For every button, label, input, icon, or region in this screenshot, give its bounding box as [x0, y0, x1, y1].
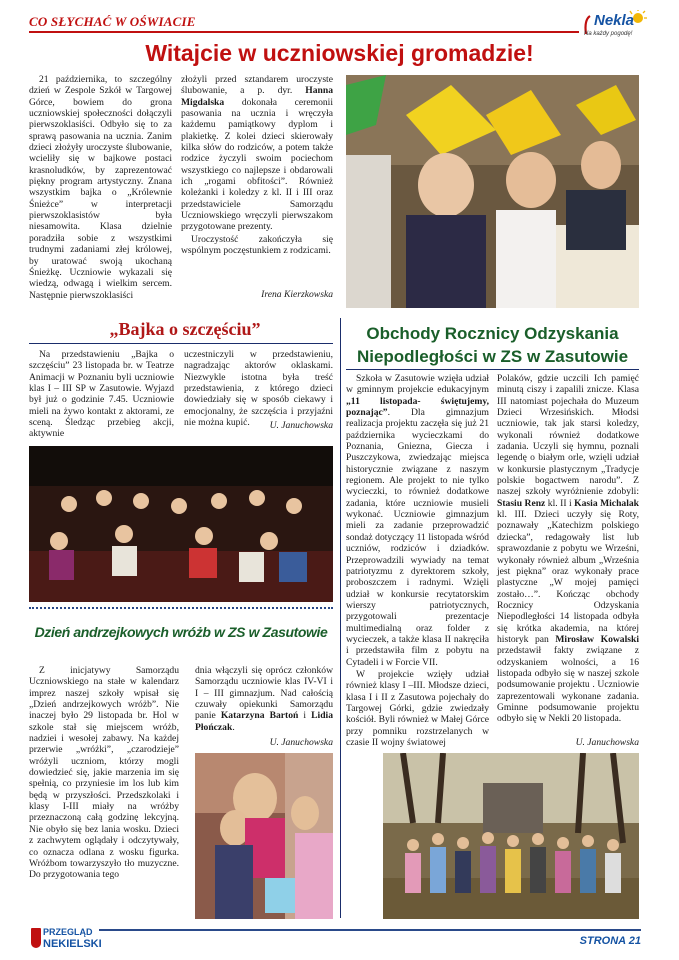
logo-line2: NEKIELSKI — [43, 938, 102, 950]
article1-paragraph — [181, 74, 333, 233]
shield-icon — [31, 928, 41, 948]
person-name: Katarzyna Bartoń — [220, 710, 299, 722]
article-title-obchody: Obchody Rocznicy Odzyskania Niepodległości w ZS w Zasutowie — [356, 324, 629, 366]
article3-paragraph — [195, 665, 333, 733]
article2-signature: U. Januchowska — [269, 420, 333, 431]
article2-paragraph: Na przedstawieniu „Bajka o szczęściu” 23 listopada br. w Teatrze Animacji w Poznaniu byli uczniowie klas I – III SP w Zasutowie. Wyjazd był już o godzinie 7.45. Uczniowie mieli na żywo kontakt z aktorami, ze sceną. Śledząc przebieg akcji, aktywnie — [29, 349, 174, 440]
text-run: dnia włączyli się oprócz członków Samorządu uczniowie klas IV-VI i I – III gimnazjum. Nad całością czuwały opiekunki Samorządu panie — [195, 665, 333, 722]
article1-signature: Irena Kierzkowska — [261, 289, 333, 300]
dotted-rule — [29, 607, 333, 609]
article3-paragraph: Z inicjatywy Samorządu Uczniowskiego na stałe w kalendarz imprez naszej szkoły wpisał się „Dzień andrzejkowych wróżb”. Nie inaczej było 29 listopada br. Hol w szkole stał się miejscem wróżb, nadziei i wesołej zabawy. Na każdej przerwie „wróżki”, „czarodzieje” wróżyli uczniom, którzy mogli dowiedzieć się, jakie marzenia im się spełnią, co przyniesie im los lub kim będą w przyszłości. Przedszkolaki i klasy I-III miały na wróżby przeznaczoną całą godzinę lekcyjną. Nie obyło się bez lania wosku. Dzieci z zachwytem oglądały i odczytywały, co oznacza odlana z wosku figurka. Wróżbom towarzyszyło tło muzyczne. Do przygotowania tego — [29, 665, 179, 881]
article-title-bajka: „Bajka o szczęściu” — [109, 319, 261, 339]
text-run: kl. III. Dzieci uczyły się Roty, poznawały „Katechizm polskiego dziecka”, redagowały list lub sprawozdanie z pobytu we Wrześni, wykonały również album „Września jest piękna” oraz wykonały prace plastyczne „W mojej pamięci zostało…”. Kończąc obchody Rocznicy Odzyskania Niepodległości 14 listopada odbyła się krótka akademia, na której historyk pan — [497, 509, 639, 645]
article2-paragraph: uczestniczyli w przedstawieniu, nagradzając aktorów oklaskami. Niezwykle istotna była treść przedstawienia, z którego dzieci dowiedziały się w sposób ciekawy i emocjonalny, że szczęścia i przyjaźni nie można kupić. — [184, 349, 333, 429]
article1-paragraph: Uroczystość zakończyła się wspólnym poczęstunkiem z rodzicami. — [181, 233, 333, 257]
footer-rule — [29, 929, 641, 931]
column-divider — [340, 318, 341, 918]
article4-col2 — [497, 373, 639, 725]
article4-col1 — [346, 373, 489, 748]
logo-tagline: Na każdy pogodę! — [584, 31, 633, 37]
text-run: i — [298, 710, 312, 722]
text-run: złożyli przed sztandarem uroczyste ślubowanie, a p. dyr. — [181, 74, 333, 97]
article4-signature: U. Januchowska — [575, 737, 639, 748]
person-name: Kasia Michalak — [574, 497, 639, 509]
person-name: Hanna Migdalska — [181, 85, 333, 108]
photo-group-monument — [383, 753, 639, 919]
text-run: kl. II i — [545, 497, 575, 509]
text-run: . Dla gimnazjum realizacja projektu zaczęła się już 21 października wycieczkami do Poznania, Gniezna, Giecza i Puszczykowa, zwiedzając miejsca historycznie związane z naszym regionem. Ale projekt to nie tylko wycieczki, to również dodatkowe zadania, które uczniowie musieli wykonać. Uczniowie gimnazjum mieli za zadanie przeprowadzić sondaż dotyczący 11 listopada wśród uczniów, rodziców i dziadków. Przeprowadzili wywiady na temat patriotyzmu z dyrektorem szkoły, proboszczem i radnymi. Wzięli udział w konkursie recytatorskim wierszy patriotycznych, przygotowali prezentacje multimedialną oraz folder z wycieczek, a także klasa II nakręciła i przedstawiła film z pobytu na Cytadeli i w Forcie VII. — [346, 407, 489, 668]
logo-name: Nekla — [594, 12, 635, 29]
przeglad-nekielski-logo — [29, 924, 102, 954]
person-name: Lidia Płończak — [195, 710, 333, 733]
nekla-logo — [580, 10, 650, 42]
person-name: Stasiu Renz — [497, 497, 546, 509]
photo-first-graders-pledge — [346, 75, 639, 308]
article3-col1 — [29, 665, 179, 881]
text-run: Polaków, gdzie uczcili Ich pamięć minutą ciszy i zapalili znicze. Klasa III natomiast pojechała do Muzeum Dzieci Wrzesińskich. Młodsi uczniowie, tak jak starsi koledzy, wykonali również dodatkowe zadania. Uczyli się hymnu, poznali legendę o białym orle, wzięli udział w konkursie plastycznym „Tradycje polskie bogactwem narodu”. Z naszej szkoły wyróżnienie zdobyli: — [497, 373, 639, 498]
text-run: . — [232, 721, 235, 733]
logo-line1: PRZEGLĄD — [43, 927, 93, 937]
text-run: dokonała ceremonii pasowania na ucznia i wręczyła każdemu pamiątkowy dyplom i plakietkę. Z kolei dzieci skierowały kilka słów do rodziców, a potem także rodzice życzyli swoim pociechom wszystkiego co najlepsze i obdarowali ich „rogami obfitości”. Również koleżanki i koledzy z kl. II i III oraz przedstawiciele Samorządu Uczniowskiego wręczyli pierwszakom przygotowane prezenty. — [181, 96, 333, 233]
text-run: Szkoła w Zasutowie wzięła udział w gminnym projekcie edukacyjnym — [346, 373, 489, 396]
page-number: STRONA 21 — [579, 935, 641, 947]
article3-signature: U. Januchowska — [269, 737, 333, 748]
photo-children-theatre — [29, 446, 333, 602]
photo-wax-pouring — [195, 753, 333, 919]
article4-paragraph: W projekcie wzięły udział również klasy I –III. Młodsze dzieci, klasa I i II z Zasutowa pojechały do Targowej Górki, gdzie zwiedzały kościół. Byli również w Małej Górce przy pomniku rozstrzelanych w czasie II wojny światowej — [346, 668, 489, 748]
article3-col2 — [195, 665, 333, 733]
project-name: „11 listopada- świętujemy, poznając” — [346, 395, 489, 419]
article-title-witajcie: Witajcie w uczniowskiej gromadzie! — [145, 40, 534, 66]
article1-paragraph: 21 października, to szczególny dzień w Zespole Szkół w Targowej Górce, bowiem do grona uczniowskiej społeczności dołączyli pierwszoklasiści. Odbyło się to za sprawą pasowania na ucznia. Zanim dzieci złożyły uroczyste ślubowanie, wcieliły się w bajkowe postaci krasnoludków, by zaprezentować piękny program artystyczny. Znana wszystkim bajka o „Królewnie Śnieżce” w interpretacji pierwszoklasistów była niesamowita. Klasa dzielnie poradziła sobie z wszystkimi trudnymi zadaniami złej królowej, by uratować swoją ukochaną Śnieżkę. Uczniowie wykazali się wiedzą, odwagą i wielkim sercem. Następnie pierwszoklasiści — [29, 74, 172, 301]
article4-paragraph — [346, 373, 489, 668]
article1-col2 — [181, 74, 333, 257]
header-rule — [29, 31, 579, 33]
article1-col1 — [29, 74, 172, 301]
article4-paragraph — [497, 373, 639, 725]
section-label: CO SŁYCHAĆ W OŚWIACIE — [29, 14, 196, 29]
article2-col2 — [184, 349, 333, 428]
article-title-andrzejki: Dzień andrzejkowych wróżb w ZS w Zasutowie — [34, 624, 328, 640]
article2-col1 — [29, 349, 174, 440]
person-name: Mirosław Kowalski — [555, 633, 639, 645]
text-run: przedstawił fakty związane z odzyskaniem wolności, a 16 listopada odbyło się w naszej szkole podsumowanie projektu . Uczniowie zaprezentowali wykonane zadania. Gminne podsumowanie projektu odbyło się w Nekli 20 listopada. — [497, 645, 639, 725]
section-rule — [29, 343, 333, 344]
section-rule — [346, 369, 639, 370]
